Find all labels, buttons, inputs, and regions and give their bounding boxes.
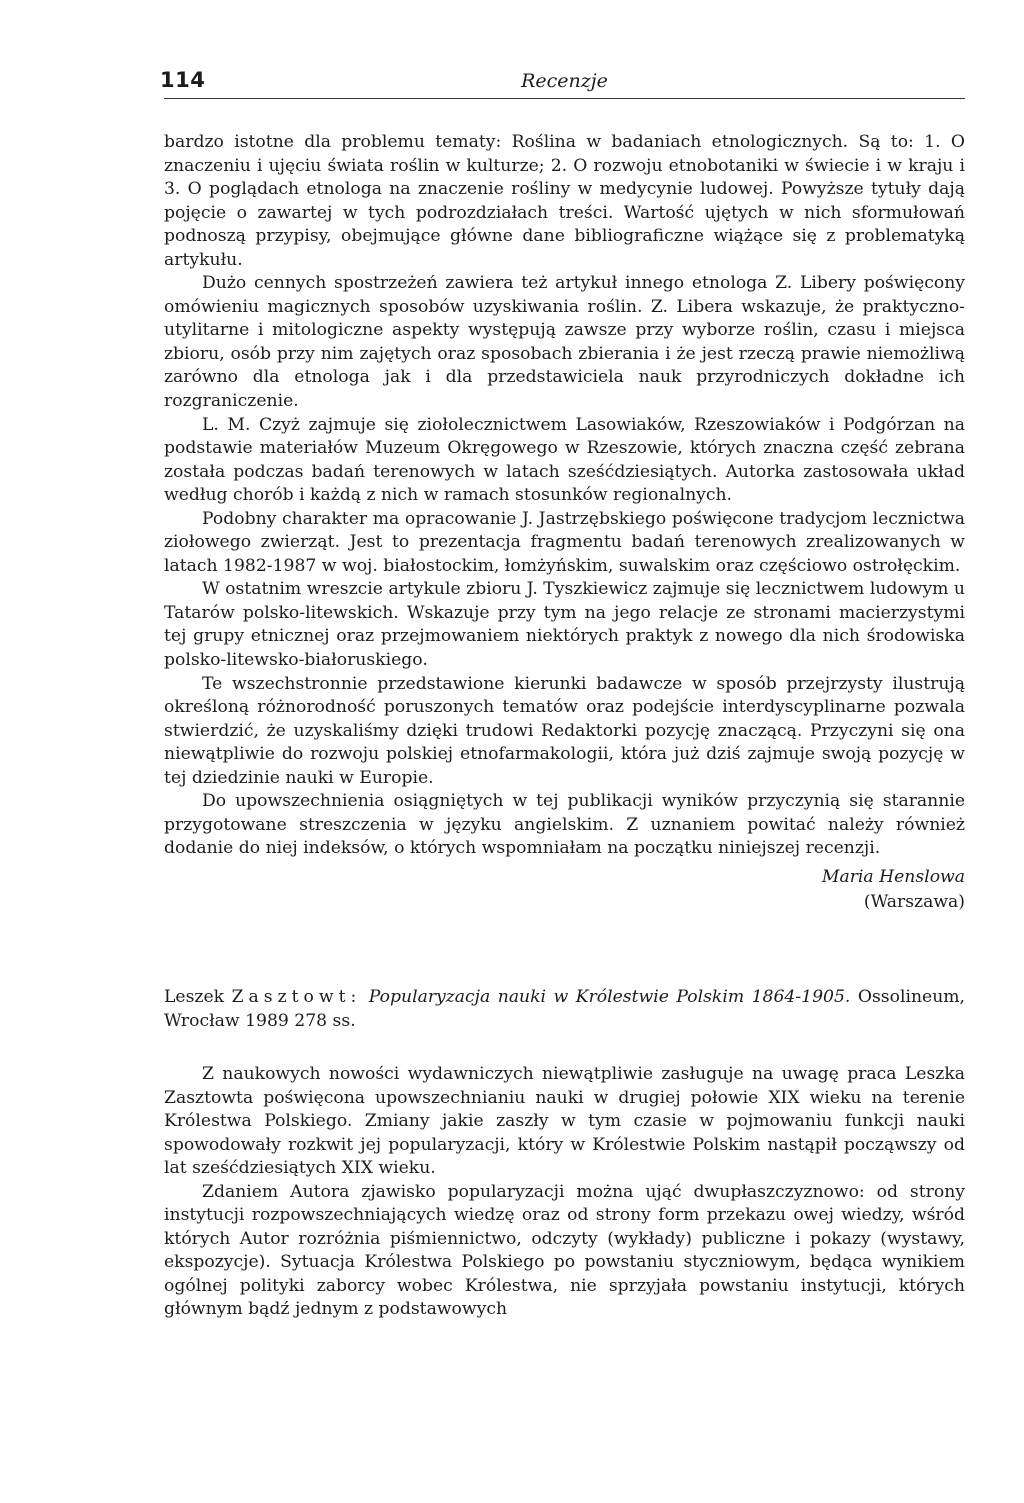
review-1-body [164,131,965,915]
review-2-body [164,1063,965,1322]
review-2-paragraph-1: Z naukowych nowości wydawniczych niewątpliwie zasługuje na uwagę praca Leszka Zasztowta poświęcona upowszechnianiu nauki w drugiej połowie XIX wieku na terenie Królestwa Polskiego. Zmiany jakie zaszły w tym czasie w pojmowaniu funkcji nauki spowodowały rozkwit jej popularyzacji, który w Królestwie Polskim nastąpił począwszy od lat sześćdziesiątych XIX wieku. [164,1063,965,1179]
review-1-paragraph-1: bardzo istotne dla problemu tematy: Roślina w badaniach etnologicznych. Są to: 1. O znaczeniu i ujęciu świata roślin w kulturze; 2. O rozwoju etnobotaniki w świecie i w kraju i 3. O poglądach etnologa na znaczenie rośliny w medycynie ludowej. Powyższe tytuły dają pojęcie o zawartej w tych podrozdziałach treści. Wartość ujętych w nich sformułowań podnoszą przypisy, obejmujące główne dane bibliograficzne wiążące się z problematyką artykułu. [164,132,965,270]
book-publisher: Ossolineum, Wrocław 1989 278 ss. [164,986,966,1031]
running-header [160,64,965,99]
review-2-paragraph-2: Zdaniem Autora zjawisko popularyzacji można ująć dwupłaszczyznowo: od strony instytucji rozpowszechniających wiedzę oraz od strony form przekazu owej wiedzy, wśród których Autor rozróżnia piśmiennictwo, odczyty (wykłady) publiczne i pokazy (wystawy, ekspozycje). Sytuacja Królestwa Polskiego po powstaniu styczniowym, będąca wynikiem ogólnej polityki zaborcy wobec Królestwa, nie sprzyjała powstaniu instytucji, których głównym bądź jednym z podstawowych [164,1181,965,1320]
review-2-bibliographic-header [164,985,965,1033]
book-author-first: Leszek [164,986,225,1007]
review-1-paragraph-4: Podobny charakter ma opracowanie J. Jastrzębskiego poświęcone tradycjom lecznictwa ziołowego zwierząt. Jest to prezentacja fragmentu badań terenowych zrealizowanych w latach 1982-1987 w woj. białostockim, łomżyńskim, suwalskim oraz częściowo ostrołęckim. [164,508,965,576]
review-1-paragraph-2: Dużo cennych spostrzeżeń zawiera też artykuł innego etnologa Z. Libery poświęcony omówieniu magicznych sposobów uzyskiwania roślin. Z. Libera wskazuje, że praktyczno-utylitarne i mitologiczne aspekty występują zawsze przy wyborze roślin, czasu i miejsca zbioru, osób przy nim zajętych oraz sposobach zbierania i że jest rzeczą prawie niemożliwą zarówno dla etnologa jak i dla przedstawiciela nauk przyrodniczych dokładne ich rozgraniczenie. [164,273,965,412]
review-1-paragraph-6: Te wszechstronnie przedstawione kierunki badawcze w sposób przejrzysty ilustrują określoną różnorodność poruszonych tematów oraz podejście interdyscyplinarne pozwala stwierdzić, że uzyskaliśmy dzięki trudowi Redaktorki pozycję znaczącą. Przyczyni się ona niewątpliwie do rozwoju polskiej etnofarmakologii, która już dziś zajmuje swoją pozycję w tej dziedzinie nauki w Europie. [164,673,965,788]
review-1-signature [164,865,965,915]
signature-name: Maria Henslowa [821,866,965,887]
review-1-paragraph-3: L. M. Czyż zajmuje się ziołolecznictwem Lasowiaków, Rzeszowiaków i Podgórzan na podstawie materiałów Muzeum Okręgowego w Rzeszowie, których znaczna część zebrana została podczas badań terenowych w latach sześćdziesiątych. Autorka zastosowała układ według chorób i każdą z nich w ramach stosunków regionalnych. [164,414,965,506]
running-title: Recenzje [521,70,608,92]
review-1-paragraph-5: W ostatnim wreszcie artykule zbioru J. Tyszkiewicz zajmuje się lecznictwem ludowym u Tatarów polsko-litewskich. Wskazuje przy tym na jego relacje ze stronami macierzystymi tej grupy etnicznej oraz przejmowaniem niektórych praktyk z nowego dla nich środowiska polsko-litewsko-białoruskiego. [164,579,965,671]
page [160,64,966,1322]
bibliographic-entry [164,985,965,1033]
signature-place: (Warszawa) [863,891,965,912]
book-author-last: Zasztowt: [231,986,362,1007]
review-1-paragraph-7: Do upowszechnienia osiągniętych w tej publikacji wyników przyczynią się starannie przygotowane streszczenia w języku angielskim. Z uznaniem powitać należy również dodanie do niej indeksów, o których wspomniałam na początku niniejszej recenzji. [164,791,965,859]
book-title: Popularyzacja nauki w Królestwie Polskim 1864-1905. [368,986,851,1007]
page-number: 114 [160,68,206,92]
